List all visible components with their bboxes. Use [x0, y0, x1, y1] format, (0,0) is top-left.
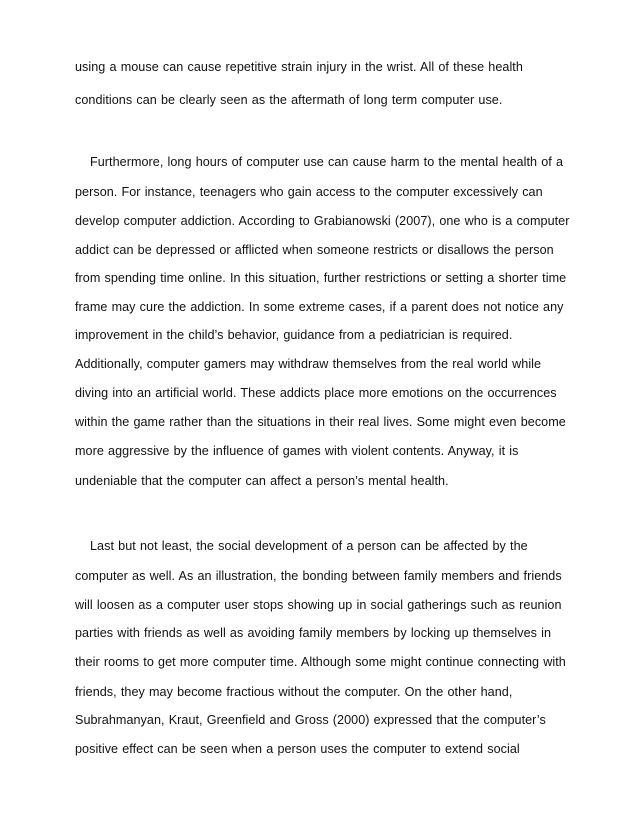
text-line: more aggressive by the influence of games with violent contents. Anyway, it is [75, 444, 519, 458]
text-line: Additionally, computer gamers may withdraw themselves from the real world while [75, 357, 542, 371]
text-line: person. For instance, teenagers who gain access to the computer excessively can [75, 185, 543, 199]
text-line: from spending time online. In this situation, further restrictions or setting a shorter time [75, 271, 567, 285]
text-line: Furthermore, long hours of computer use can cause harm to the mental health of a [90, 155, 564, 169]
text-line: diving into an artificial world. These addicts place more emotions on the occurrences [75, 386, 557, 400]
text-line: Last but not least, the social development of a person can be affected by the [90, 539, 528, 553]
text-line: frame may cure the addiction. In some extreme cases, if a parent does not notice any [75, 300, 564, 314]
text-line: conditions can be clearly seen as the aftermath of long term computer use. [75, 93, 503, 107]
text-line: addict can be depressed or afflicted when someone restricts or disallows the person [75, 243, 554, 257]
text-line: Subrahmanyan, Kraut, Greenfield and Gross (2000) expressed that the computer’s [75, 713, 546, 727]
text-line: friends, they may become fractious without the computer. On the other hand, [75, 685, 513, 699]
text-line: within the game rather than the situations in their real lives. Some might even become [75, 415, 566, 429]
text-line: parties with friends as well as avoiding family members by locking up themselves in [75, 626, 552, 640]
text-line: positive effect can be seen when a person uses the computer to extend social [75, 742, 520, 756]
text-line: improvement in the child’s behavior, guidance from a pediatrician is required. [75, 328, 513, 342]
text-line: undeniable that the computer can affect a person’s mental health. [75, 474, 449, 488]
text-line: will loosen as a computer user stops showing up in social gatherings such as reunion [75, 598, 562, 612]
text-line: using a mouse can cause repetitive strain injury in the wrist. All of these health [75, 60, 523, 74]
text-line: their rooms to get more computer time. Although some might continue connecting with [75, 655, 566, 669]
text-line: develop computer addiction. According to Grabianowski (2007), one who is a computer [75, 214, 570, 228]
text-line: computer as well. As an illustration, the bonding between family members and friends [75, 569, 562, 583]
